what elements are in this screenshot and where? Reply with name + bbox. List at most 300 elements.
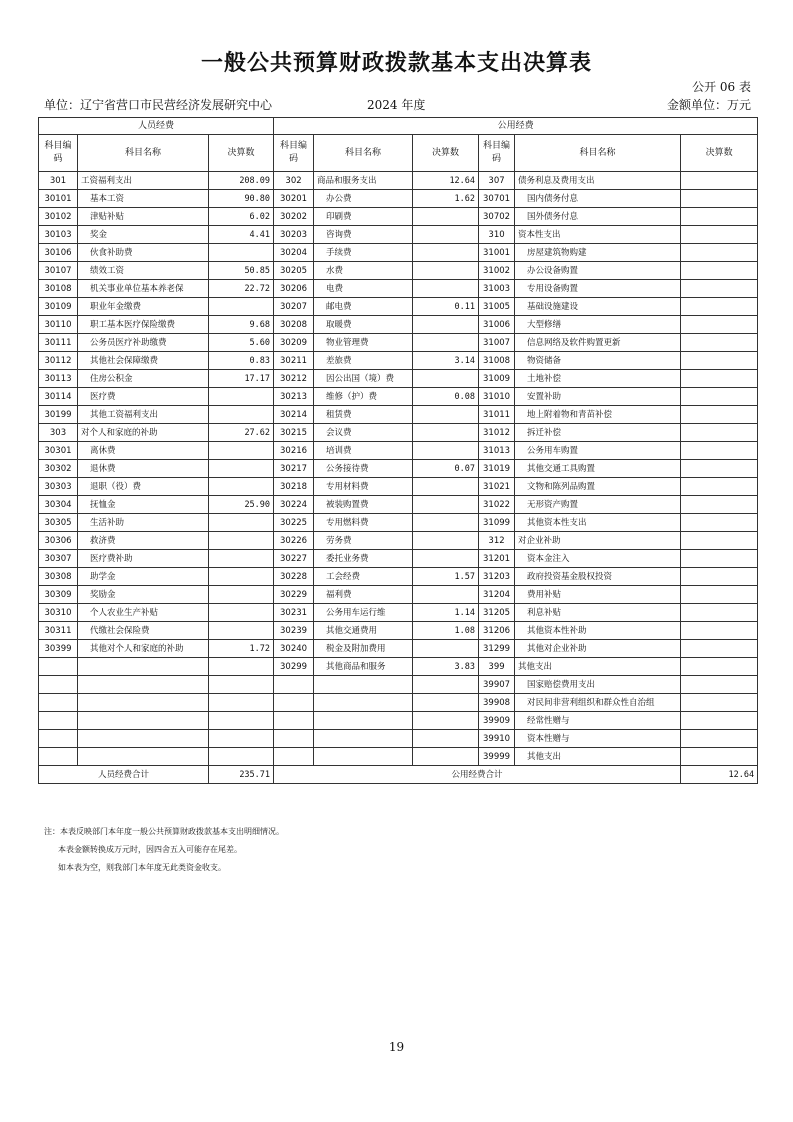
- cell-name: 其他对企业补助: [515, 640, 681, 658]
- expenditure-table: [38, 117, 758, 784]
- cell-amount: [413, 676, 479, 694]
- cell-name: [78, 748, 209, 766]
- cell-code: 30103: [39, 226, 78, 244]
- cell-name: 公务用车运行维: [314, 604, 413, 622]
- cell-name: 工资福利支出: [78, 172, 209, 190]
- cell-name: 大型修缮: [515, 316, 681, 334]
- table-row: [39, 658, 758, 676]
- cell-name: 办公设备购置: [515, 262, 681, 280]
- cell-code: 30302: [39, 460, 78, 478]
- personnel-total-value: 235.71: [209, 766, 274, 784]
- table-row: [39, 640, 758, 658]
- table-row: [39, 514, 758, 532]
- cell-code: 30111: [39, 334, 78, 352]
- cell-name: 物资储备: [515, 352, 681, 370]
- cell-code: 302: [274, 172, 314, 190]
- cell-amount: [209, 694, 274, 712]
- cell-amount: [681, 208, 758, 226]
- table-row: [39, 748, 758, 766]
- cell-amount: [681, 352, 758, 370]
- cell-code: 30225: [274, 514, 314, 532]
- cell-name: 国内债务付息: [515, 190, 681, 208]
- cell-code: 31022: [479, 496, 515, 514]
- cell-amount: [681, 532, 758, 550]
- cell-name: 基本工资: [78, 190, 209, 208]
- cell-name: 公务用车购置: [515, 442, 681, 460]
- cell-amount: [413, 208, 479, 226]
- cell-name: 职业年金缴费: [78, 298, 209, 316]
- cell-name: 取暖费: [314, 316, 413, 334]
- cell-name: 资本性赠与: [515, 730, 681, 748]
- cell-name: 其他资本性支出: [515, 514, 681, 532]
- cell-name: 津贴补贴: [78, 208, 209, 226]
- cell-amount: [413, 694, 479, 712]
- cell-amount: [681, 694, 758, 712]
- cell-code: 31009: [479, 370, 515, 388]
- cell-amount: [413, 532, 479, 550]
- cell-code: 30229: [274, 586, 314, 604]
- cell-code: [39, 712, 78, 730]
- cell-amount: [681, 262, 758, 280]
- cell-code: 30214: [274, 406, 314, 424]
- table-row: [39, 676, 758, 694]
- cell-code: 31205: [479, 604, 515, 622]
- cell-name: 基础设施建设: [515, 298, 681, 316]
- cell-amount: [681, 460, 758, 478]
- cell-amount: [209, 568, 274, 586]
- table-row: [39, 334, 758, 352]
- cell-code: 30226: [274, 532, 314, 550]
- notes: [44, 823, 284, 877]
- cell-code: 303: [39, 424, 78, 442]
- cell-name: [314, 712, 413, 730]
- col-code: 科目编码: [274, 135, 314, 172]
- cell-amount: [209, 622, 274, 640]
- cell-amount: [681, 442, 758, 460]
- cell-name: 商品和服务支出: [314, 172, 413, 190]
- cell-code: 30112: [39, 352, 78, 370]
- cell-code: 310: [479, 226, 515, 244]
- cell-amount: [681, 496, 758, 514]
- unit-name: 单位：辽宁省营口市民营经济发展研究中心: [44, 98, 273, 112]
- cell-name: 医疗费补助: [78, 550, 209, 568]
- cell-amount: 0.07: [413, 460, 479, 478]
- cell-name: 手续费: [314, 244, 413, 262]
- cell-name: 工会经费: [314, 568, 413, 586]
- cell-name: 公务接待费: [314, 460, 413, 478]
- cell-code: 31021: [479, 478, 515, 496]
- cell-name: 个人农业生产补贴: [78, 604, 209, 622]
- cell-name: [314, 676, 413, 694]
- cell-code: 39999: [479, 748, 515, 766]
- cell-amount: 6.02: [209, 208, 274, 226]
- cell-code: 30204: [274, 244, 314, 262]
- table-row: [39, 190, 758, 208]
- cell-amount: 22.72: [209, 280, 274, 298]
- cell-name: 专用燃料费: [314, 514, 413, 532]
- cell-code: 30239: [274, 622, 314, 640]
- cell-name: [78, 658, 209, 676]
- cell-code: 30227: [274, 550, 314, 568]
- cell-name: 印刷费: [314, 208, 413, 226]
- cell-amount: [681, 676, 758, 694]
- cell-name: 会议费: [314, 424, 413, 442]
- cell-amount: [681, 280, 758, 298]
- cell-name: 其他社会保障缴费: [78, 352, 209, 370]
- cell-amount: 3.14: [413, 352, 479, 370]
- table-row: [39, 370, 758, 388]
- personnel-header: 人员经费: [39, 118, 274, 135]
- cell-name: 办公费: [314, 190, 413, 208]
- cell-amount: [413, 514, 479, 532]
- cell-name: 国家赔偿费用支出: [515, 676, 681, 694]
- cell-name: 其他对个人和家庭的补助: [78, 640, 209, 658]
- cell-name: 水费: [314, 262, 413, 280]
- cell-code: 31010: [479, 388, 515, 406]
- note-line: 如本表为空，则我部门本年度无此类资金收支。: [58, 863, 226, 872]
- cell-code: 30107: [39, 262, 78, 280]
- cell-amount: [209, 532, 274, 550]
- cell-code: [39, 730, 78, 748]
- cell-amount: [681, 406, 758, 424]
- cell-code: 30224: [274, 496, 314, 514]
- cell-name: 租赁费: [314, 406, 413, 424]
- cell-name: 经常性赠与: [515, 712, 681, 730]
- note-line: 注：本表反映部门本年度一般公共预算财政拨款基本支出明细情况。: [44, 827, 284, 836]
- table-row: [39, 280, 758, 298]
- cell-name: 退职（役）费: [78, 478, 209, 496]
- cell-name: 无形资产购置: [515, 496, 681, 514]
- cell-amount: [413, 262, 479, 280]
- cell-name: 住房公积金: [78, 370, 209, 388]
- table-row: [39, 352, 758, 370]
- cell-amount: [681, 586, 758, 604]
- cell-name: 专用材料费: [314, 478, 413, 496]
- cell-code: 30108: [39, 280, 78, 298]
- cell-amount: 1.62: [413, 190, 479, 208]
- cell-amount: 9.68: [209, 316, 274, 334]
- group-header-row: [39, 118, 758, 135]
- report-year: 2024 年度: [367, 98, 426, 112]
- cell-code: 30199: [39, 406, 78, 424]
- table-row: [39, 298, 758, 316]
- cell-amount: [681, 388, 758, 406]
- cell-amount: [209, 748, 274, 766]
- cell-amount: [413, 424, 479, 442]
- cell-amount: [681, 190, 758, 208]
- cell-amount: [681, 172, 758, 190]
- cell-name: 文物和陈列品购置: [515, 478, 681, 496]
- cell-name: 对企业补助: [515, 532, 681, 550]
- cell-name: 被装购置费: [314, 496, 413, 514]
- cell-code: 31019: [479, 460, 515, 478]
- col-name: 科目名称: [78, 135, 209, 172]
- cell-name: 电费: [314, 280, 413, 298]
- cell-code: 30215: [274, 424, 314, 442]
- cell-code: [39, 676, 78, 694]
- cell-code: 30113: [39, 370, 78, 388]
- cell-name: 福利费: [314, 586, 413, 604]
- cell-name: 差旅费: [314, 352, 413, 370]
- cell-name: 培训费: [314, 442, 413, 460]
- cell-amount: [681, 478, 758, 496]
- cell-amount: [413, 280, 479, 298]
- cell-amount: [681, 316, 758, 334]
- cell-name: 债务利息及费用支出: [515, 172, 681, 190]
- cell-amount: [413, 478, 479, 496]
- cell-amount: [681, 514, 758, 532]
- cell-code: 399: [479, 658, 515, 676]
- cell-amount: [413, 496, 479, 514]
- cell-code: 31099: [479, 514, 515, 532]
- cell-amount: [413, 550, 479, 568]
- cell-code: 31204: [479, 586, 515, 604]
- table-row: [39, 478, 758, 496]
- cell-code: [39, 658, 78, 676]
- cell-code: 307: [479, 172, 515, 190]
- cell-amount: [209, 298, 274, 316]
- table-row: [39, 604, 758, 622]
- cell-name: 职工基本医疗保险缴费: [78, 316, 209, 334]
- cell-amount: [413, 748, 479, 766]
- cell-name: [78, 694, 209, 712]
- cell-code: 30203: [274, 226, 314, 244]
- cell-code: 30114: [39, 388, 78, 406]
- cell-name: 安置补助: [515, 388, 681, 406]
- cell-name: 医疗费: [78, 388, 209, 406]
- table-row: [39, 244, 758, 262]
- cell-name: [78, 676, 209, 694]
- cell-name: 伙食补助费: [78, 244, 209, 262]
- cell-code: [39, 694, 78, 712]
- cell-code: 31008: [479, 352, 515, 370]
- cell-code: 30102: [39, 208, 78, 226]
- table-row: [39, 388, 758, 406]
- table-row: [39, 694, 758, 712]
- cell-amount: 90.80: [209, 190, 274, 208]
- cell-amount: [681, 370, 758, 388]
- cell-code: 30303: [39, 478, 78, 496]
- cell-amount: [209, 388, 274, 406]
- col-amount: 决算数: [209, 135, 274, 172]
- cell-name: 其他交通工具购置: [515, 460, 681, 478]
- cell-name: 救济费: [78, 532, 209, 550]
- cell-name: 其他资本性补助: [515, 622, 681, 640]
- table-row: [39, 496, 758, 514]
- cell-code: 30209: [274, 334, 314, 352]
- cell-amount: [209, 604, 274, 622]
- public-total-value: 12.64: [681, 766, 758, 784]
- table-row: [39, 172, 758, 190]
- cell-amount: 27.62: [209, 424, 274, 442]
- totals-row: [39, 766, 758, 784]
- cell-amount: [209, 712, 274, 730]
- cell-name: 对个人和家庭的补助: [78, 424, 209, 442]
- cell-code: 301: [39, 172, 78, 190]
- cell-name: 其他交通费用: [314, 622, 413, 640]
- cell-amount: 208.09: [209, 172, 274, 190]
- cell-code: 30299: [274, 658, 314, 676]
- cell-name: 离休费: [78, 442, 209, 460]
- cell-name: 因公出国（境）费: [314, 370, 413, 388]
- cell-code: 30228: [274, 568, 314, 586]
- cell-name: 拆迁补偿: [515, 424, 681, 442]
- cell-code: 30101: [39, 190, 78, 208]
- cell-code: 30311: [39, 622, 78, 640]
- cell-amount: 0.11: [413, 298, 479, 316]
- cell-amount: [681, 334, 758, 352]
- cell-amount: [413, 442, 479, 460]
- cell-amount: [209, 586, 274, 604]
- note-line: 本表金额转换成万元时，因四舍五入可能存在尾差。: [58, 845, 242, 854]
- cell-name: 资本金注入: [515, 550, 681, 568]
- col-code: 科目编码: [479, 135, 515, 172]
- table-row: [39, 208, 758, 226]
- cell-code: 30211: [274, 352, 314, 370]
- table-row: [39, 586, 758, 604]
- cell-code: 30212: [274, 370, 314, 388]
- cell-amount: 17.17: [209, 370, 274, 388]
- cell-name: 土地补偿: [515, 370, 681, 388]
- cell-name: [78, 712, 209, 730]
- cell-code: 30201: [274, 190, 314, 208]
- cell-amount: [413, 370, 479, 388]
- cell-code: 30202: [274, 208, 314, 226]
- cell-name: 助学金: [78, 568, 209, 586]
- table-row: [39, 712, 758, 730]
- cell-name: 咨询费: [314, 226, 413, 244]
- cell-code: [274, 694, 314, 712]
- cell-code: 30308: [39, 568, 78, 586]
- cell-amount: 3.83: [413, 658, 479, 676]
- cell-amount: 0.08: [413, 388, 479, 406]
- cell-name: 委托业务费: [314, 550, 413, 568]
- cell-amount: [681, 604, 758, 622]
- cell-name: 抚恤金: [78, 496, 209, 514]
- form-number: 公开 06 表: [692, 80, 751, 94]
- cell-name: 物业管理费: [314, 334, 413, 352]
- personnel-total-label: 人员经费合计: [39, 766, 209, 784]
- cell-amount: 1.08: [413, 622, 479, 640]
- cell-code: 31013: [479, 442, 515, 460]
- table-row: [39, 424, 758, 442]
- table-row: [39, 730, 758, 748]
- cell-amount: 50.85: [209, 262, 274, 280]
- cell-name: 地上附着物和青苗补偿: [515, 406, 681, 424]
- cell-code: 30701: [479, 190, 515, 208]
- cell-name: 公务员医疗补助缴费: [78, 334, 209, 352]
- cell-code: 39907: [479, 676, 515, 694]
- cell-name: [314, 748, 413, 766]
- cell-name: [78, 730, 209, 748]
- cell-amount: 1.57: [413, 568, 479, 586]
- cell-code: 30306: [39, 532, 78, 550]
- cell-code: 30109: [39, 298, 78, 316]
- cell-code: [274, 712, 314, 730]
- cell-name: 税金及附加费用: [314, 640, 413, 658]
- page-title: 一般公共预算财政拨款基本支出决算表: [200, 51, 592, 76]
- cell-amount: 12.64: [413, 172, 479, 190]
- table-row: [39, 532, 758, 550]
- cell-name: 奖励金: [78, 586, 209, 604]
- cell-code: 39909: [479, 712, 515, 730]
- col-amount: 决算数: [413, 135, 479, 172]
- cell-amount: 25.90: [209, 496, 274, 514]
- cell-amount: [413, 316, 479, 334]
- cell-amount: [413, 730, 479, 748]
- cell-amount: [209, 676, 274, 694]
- cell-amount: [413, 226, 479, 244]
- col-code: 科目编码: [39, 135, 78, 172]
- cell-amount: [209, 514, 274, 532]
- cell-name: 奖金: [78, 226, 209, 244]
- cell-code: 31003: [479, 280, 515, 298]
- table-row: [39, 442, 758, 460]
- cell-amount: 5.60: [209, 334, 274, 352]
- cell-code: 30307: [39, 550, 78, 568]
- table-row: [39, 406, 758, 424]
- cell-amount: [209, 244, 274, 262]
- cell-code: 30106: [39, 244, 78, 262]
- cell-code: 30217: [274, 460, 314, 478]
- table-row: [39, 622, 758, 640]
- cell-amount: [681, 244, 758, 262]
- cell-amount: [681, 748, 758, 766]
- cell-name: 其他支出: [515, 658, 681, 676]
- col-name: 科目名称: [515, 135, 681, 172]
- cell-amount: [413, 244, 479, 262]
- cell-amount: [209, 442, 274, 460]
- cell-code: 31203: [479, 568, 515, 586]
- cell-code: 39910: [479, 730, 515, 748]
- cell-code: 30301: [39, 442, 78, 460]
- cell-name: 邮电费: [314, 298, 413, 316]
- cell-code: 30310: [39, 604, 78, 622]
- cell-code: 31012: [479, 424, 515, 442]
- cell-amount: [209, 406, 274, 424]
- cell-amount: 4.41: [209, 226, 274, 244]
- page-number: 19: [388, 1040, 405, 1054]
- cell-code: 30216: [274, 442, 314, 460]
- column-header-row: [39, 135, 758, 172]
- cell-code: 30702: [479, 208, 515, 226]
- cell-code: 31011: [479, 406, 515, 424]
- cell-code: 31206: [479, 622, 515, 640]
- cell-name: 信息网络及软件购置更新: [515, 334, 681, 352]
- cell-code: 30213: [274, 388, 314, 406]
- cell-name: 代缴社会保险费: [78, 622, 209, 640]
- public-header: 公用经费: [274, 118, 758, 135]
- cell-name: 其他支出: [515, 748, 681, 766]
- cell-amount: [209, 730, 274, 748]
- cell-code: 31002: [479, 262, 515, 280]
- cell-amount: [681, 640, 758, 658]
- cell-code: 30231: [274, 604, 314, 622]
- cell-code: 30305: [39, 514, 78, 532]
- cell-amount: [681, 712, 758, 730]
- cell-name: 国外债务付息: [515, 208, 681, 226]
- cell-amount: [209, 460, 274, 478]
- cell-name: [314, 694, 413, 712]
- cell-code: 30399: [39, 640, 78, 658]
- cell-amount: 0.83: [209, 352, 274, 370]
- table-row: [39, 262, 758, 280]
- cell-amount: [413, 712, 479, 730]
- cell-amount: [681, 550, 758, 568]
- cell-amount: [681, 622, 758, 640]
- cell-code: 31001: [479, 244, 515, 262]
- cell-code: 31005: [479, 298, 515, 316]
